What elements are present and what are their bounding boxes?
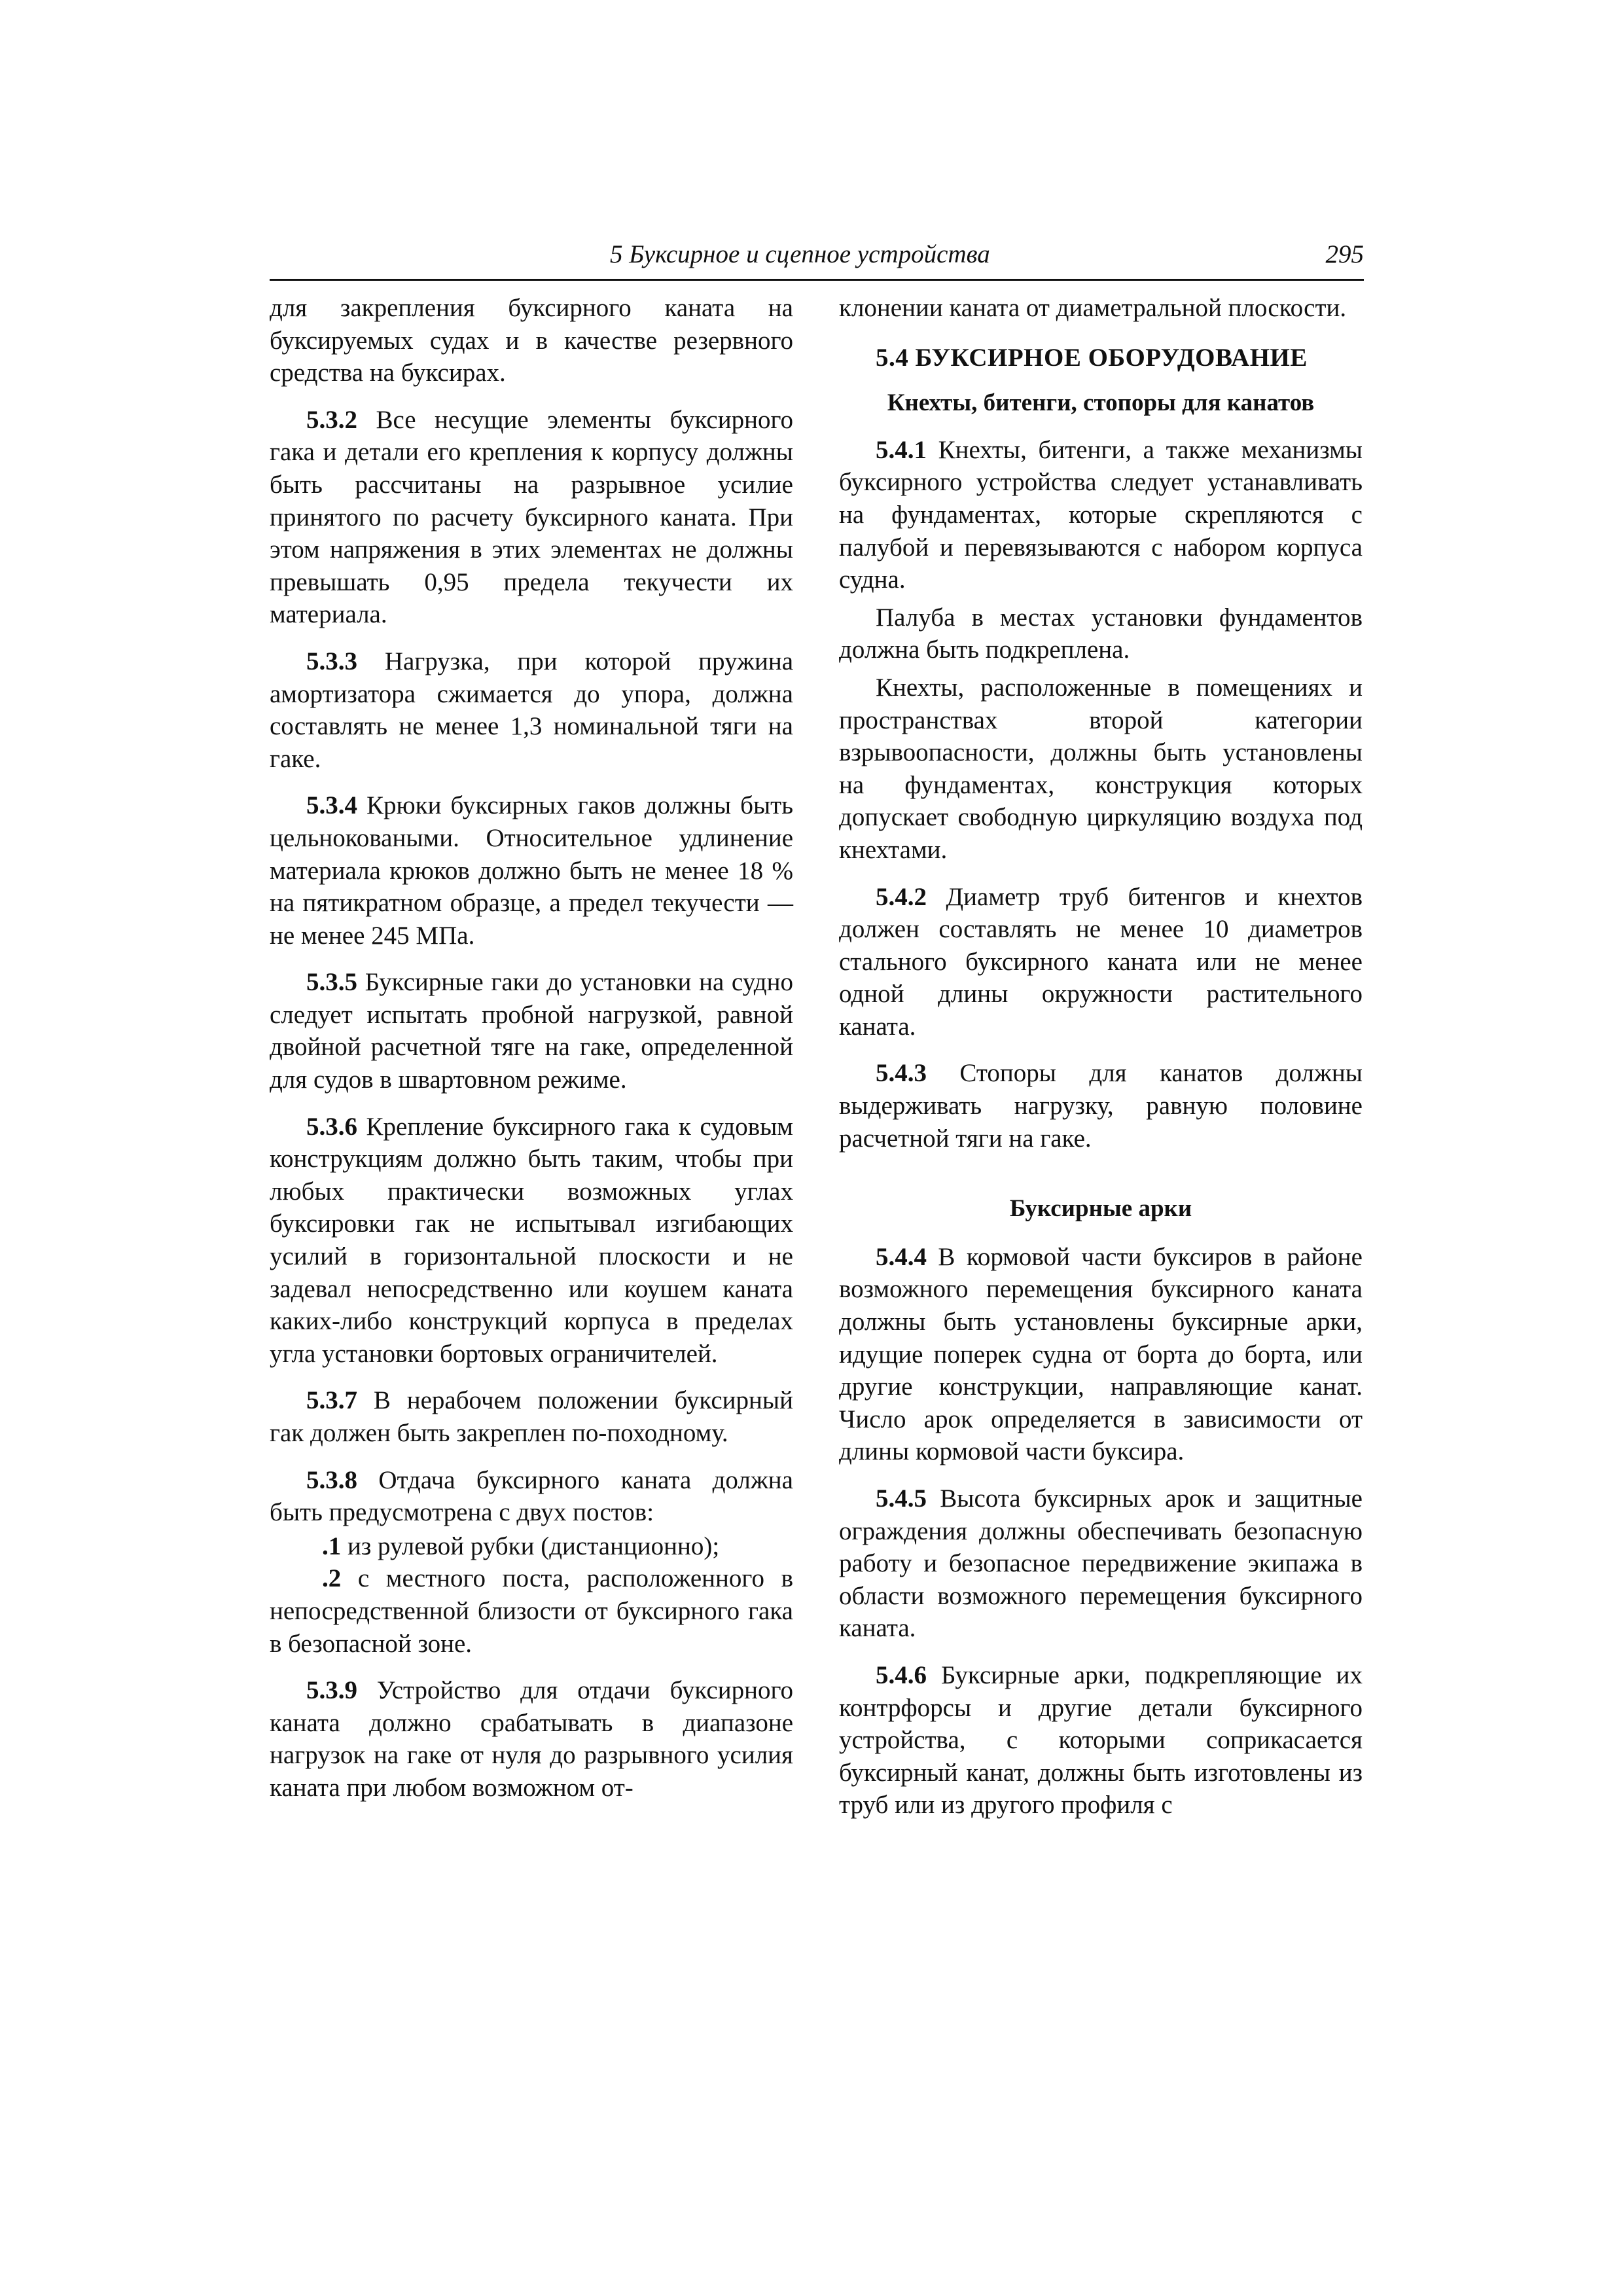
clause-5-4-2: [839, 881, 1363, 1043]
clause-number: 5.3.2: [306, 405, 357, 434]
clause-number: 5.3.5: [306, 968, 357, 997]
paragraph-continued: клонении каната от диаметральной плоскости.: [839, 294, 1347, 322]
clause-number: 5.4.2: [876, 882, 927, 911]
clause-5-3-2: [270, 404, 793, 631]
clause-5-4-6: [839, 1659, 1363, 1821]
clause-5-3-4: [270, 789, 793, 952]
clause-5-3-8: [270, 1464, 793, 1529]
paragraph: Кнехты, расположенные в помещениях и пространствах второй категории взрывоопасности, должны быть установлены на фундаментах, конструкция которых допускает свободную циркуляцию воздуха под кнехтами.: [839, 673, 1363, 864]
clause-5-4-1: [839, 434, 1363, 596]
paragraph-continued: для закрепления буксирного каната на буксируемых судах и в качестве резервного средства на буксирах.: [270, 294, 793, 387]
list-item-text: из рулевой рубки (дистанционно);: [341, 1532, 720, 1560]
running-header-title: 5 Буксирное и сцепное устройства: [610, 240, 990, 268]
clause-number: 5.4.3: [876, 1059, 927, 1088]
section-heading: 5.4 БУКСИРНОЕ ОБОРУДОВАНИЕ: [876, 343, 1308, 372]
list-item-number: .2: [322, 1564, 342, 1593]
list-item: [270, 1562, 793, 1660]
clause-text: Крюки буксирных гаков должны быть цельноковаными. Относительное удлинение материала крюков должно быть не менее 18 % на пятикратном образце, а предел текучести — не менее 245 МПа.: [270, 791, 793, 950]
clause-text: Кнехты, битенги, а также механизмы буксирного устройства следует устанавливать на фундаментах, которые скрепляются с палубой и перевязываются с набором корпуса судна.: [839, 435, 1363, 594]
clause-5-4-3: [839, 1057, 1363, 1155]
clause-number: 5.3.4: [306, 791, 357, 820]
subsection-heading: Кнехты, битенги, стопоры для канатов: [887, 389, 1315, 417]
clause-number: 5.4.4: [876, 1242, 927, 1271]
clause-5-4-4: [839, 1241, 1363, 1468]
paragraph: Палуба в местах установки фундаментов должна быть подкреплена.: [839, 603, 1363, 664]
clause-number: 5.3.3: [306, 647, 357, 675]
clause-5-3-5: [270, 966, 793, 1096]
clause-5-4-5: [839, 1482, 1363, 1645]
clause-text: Высота буксирных арок и защитные ограждения должны обеспечивать безопасную работу и безопасное передвижение экипажа в области возможного перемещения буксирного каната.: [839, 1484, 1363, 1643]
clause-text: В кормовой части буксиров в районе возможного перемещения буксирного каната должны быть установлены буксирные арки, идущие поперек судна от борта до борта, или другие конструкции, направляющие канат. Число арок определяется в зависимости от длины кормовой части буксира.: [839, 1242, 1363, 1466]
page-number: 295: [1325, 240, 1364, 268]
clause-text: Диаметр труб битенгов и кнехтов должен составлять не менее 10 диаметров стального буксирного каната или не менее одной длины окружности растительного каната.: [839, 882, 1363, 1041]
clause-number: 5.3.9: [306, 1676, 357, 1705]
clause-text: Стопоры для канатов должны выдерживать нагрузку, равную половине расчетной тяги на гаке.: [839, 1059, 1363, 1153]
clause-number: 5.4.6: [876, 1660, 927, 1689]
clause-text: Крепление буксирного гака к судовым конструкциям должно быть таким, чтобы при любых практически возможных углах буксировки гак не испытывал изгибающих усилий в горизонтальной плоскости и не задевал непосредственно или коушем каната каких-либо конструкций корпуса в пределах угла установки бортовых ограничителей.: [270, 1112, 793, 1368]
right-column: [839, 292, 1363, 1836]
list-item-number: .1: [322, 1532, 342, 1560]
clause-number: 5.4.1: [876, 435, 927, 464]
clause-5-3-9: [270, 1674, 793, 1804]
running-header: [270, 236, 1364, 281]
clause-text: Устройство для отдачи буксирного каната должно срабатывать в диапазоне нагрузок на гаке от нуля до разрывного усилия каната при любом возможном от-: [270, 1676, 793, 1802]
clause-text: Буксирные арки, подкрепляющие их контрфорсы и другие детали буксирного устройства, с которыми соприкасается буксирный канат, должны быть изготовлены из труб или из другого профиля с: [839, 1660, 1363, 1820]
clause-text: Все несущие элементы буксирного гака и детали его крепления к корпусу должны быть рассчитаны на разрывное усилие принятого по расчету буксирного каната. При этом напряжения в этих элементах не должны превышать 0,95 предела текучести их материала.: [270, 405, 793, 629]
clause-number: 5.3.7: [306, 1386, 357, 1415]
clause-5-3-7: [270, 1384, 793, 1449]
clause-text: Отдача буксирного каната должна быть предусмотрена с двух постов:: [270, 1465, 793, 1527]
clause-number: 5.3.6: [306, 1112, 357, 1141]
clause-5-3-6: [270, 1111, 793, 1371]
clause-text: В нерабочем положении буксирный гак должен быть закреплен по-походному.: [270, 1386, 793, 1447]
list-item: [270, 1530, 793, 1563]
clause-number: 5.4.5: [876, 1484, 927, 1513]
list-item-text: с местного поста, расположенного в непосредственной близости от буксирного гака в безопасной зоне.: [270, 1564, 793, 1658]
clause-5-3-3: [270, 645, 793, 775]
clause-text: Нагрузка, при которой пружина амортизатора сжимается до упора, должна составлять не менее 1,3 номинальной тяги на гаке.: [270, 647, 793, 773]
clause-text: Буксирные гаки до установки на судно следует испытать пробной нагрузкой, равной двойной расчетной тяге на гаке, определенной для судов в швартовном режиме.: [270, 968, 793, 1094]
left-column: [270, 292, 793, 1819]
subsection-heading: Буксирные арки: [1009, 1195, 1192, 1223]
clause-number: 5.3.8: [306, 1465, 357, 1494]
